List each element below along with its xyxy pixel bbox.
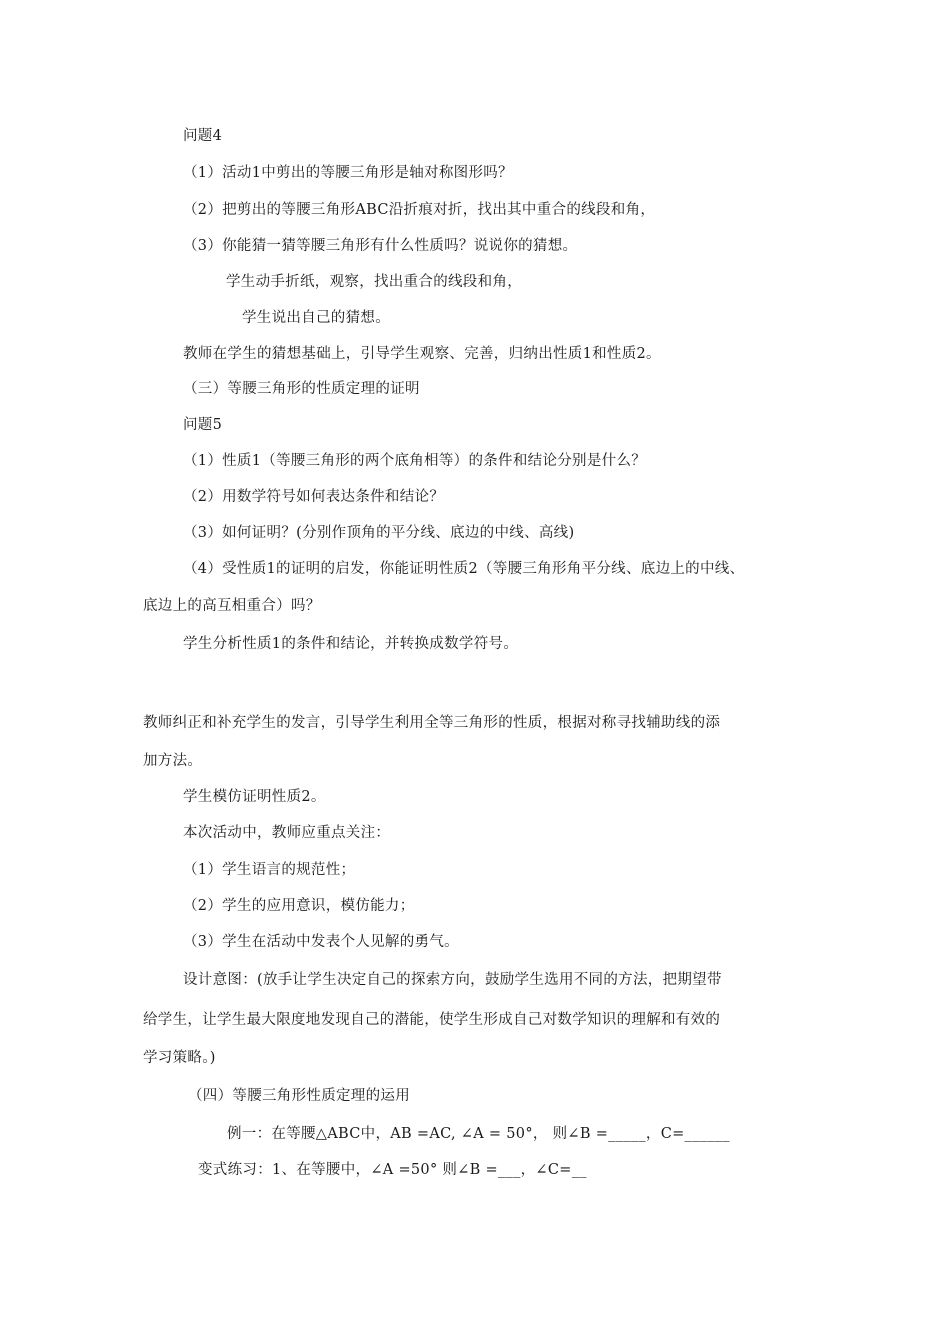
teacher-guidance: 教师在学生的猜想基础上，引导学生观察、完善，归纳出性质1和性质2。: [183, 346, 661, 362]
question-5-heading: 问题5: [183, 417, 223, 433]
question-5-item-1: （1）性质1（等腰三角形的两个底角相等）的条件和结论分别是什么？: [183, 453, 647, 469]
example-1: 例一：在等腰△ABC中，AB =AC, ∠A = 50°， 则∠B =_____，C=______: [227, 1126, 730, 1142]
section-3-heading: （三）等腰三角形的性质定理的证明: [183, 381, 420, 397]
design-intent: 设计意图：(放手让学生决定自己的探索方向，鼓励学生选用不同的方法，把期望带: [183, 972, 722, 988]
design-intent-cont-2: 学习策略。): [143, 1050, 216, 1066]
question-4-item-3: （3）你能猜一猜等腰三角形有什么性质吗？说说你的猜想。: [183, 238, 578, 254]
teacher-correction-cont: 加方法。: [143, 753, 203, 769]
student-imitation: 学生模仿证明性质2。: [183, 789, 326, 805]
question-4-item-2: （2）把剪出的等腰三角形ABC沿折痕对折，找出其中重合的线段和角，: [183, 202, 656, 218]
design-intent-cont-1: 给学生，让学生最大限度地发现自己的潜能，使学生形成自己对数学知识的理解和有效的: [143, 1012, 721, 1028]
question-5-item-4: （4）受性质1的证明的启发，你能证明性质2（等腰三角形角平分线、底边上的中线、: [183, 561, 745, 577]
section-4-heading: （四）等腰三角形性质定理的运用: [188, 1088, 410, 1104]
student-analysis: 学生分析性质1的条件和结论，并转换成数学符号。: [183, 636, 519, 652]
focus-item-2: （2）学生的应用意识，模仿能力；: [183, 898, 415, 914]
question-5-item-3: （3）如何证明？(分别作顶角的平分线、底边的中线、高线): [183, 525, 575, 541]
student-activity-fold: 学生动手折纸，观察，找出重合的线段和角，: [226, 274, 522, 290]
variant-exercise-1: 变式练习：1、在等腰中，∠A =50° 则∠B =___，∠C=__: [198, 1162, 587, 1178]
teacher-correction: 教师纠正和补充学生的发言，引导学生利用全等三角形的性质，根据对称寻找辅助线的添: [143, 715, 721, 731]
question-4-heading: 问题4: [183, 128, 223, 144]
focus-item-3: （3）学生在活动中发表个人见解的勇气。: [183, 934, 459, 950]
question-5-item-4-cont: 底边上的高互相重合）吗？: [143, 598, 321, 614]
focus-item-1: （1）学生语言的规范性；: [183, 862, 356, 878]
question-5-item-2: （2）用数学符号如何表达条件和结论？: [183, 489, 445, 505]
student-activity-guess: 学生说出自己的猜想。: [242, 310, 390, 326]
question-4-item-1: （1）活动1中剪出的等腰三角形是轴对称图形吗？: [183, 165, 513, 181]
focus-heading: 本次活动中，教师应重点关注：: [183, 825, 391, 841]
